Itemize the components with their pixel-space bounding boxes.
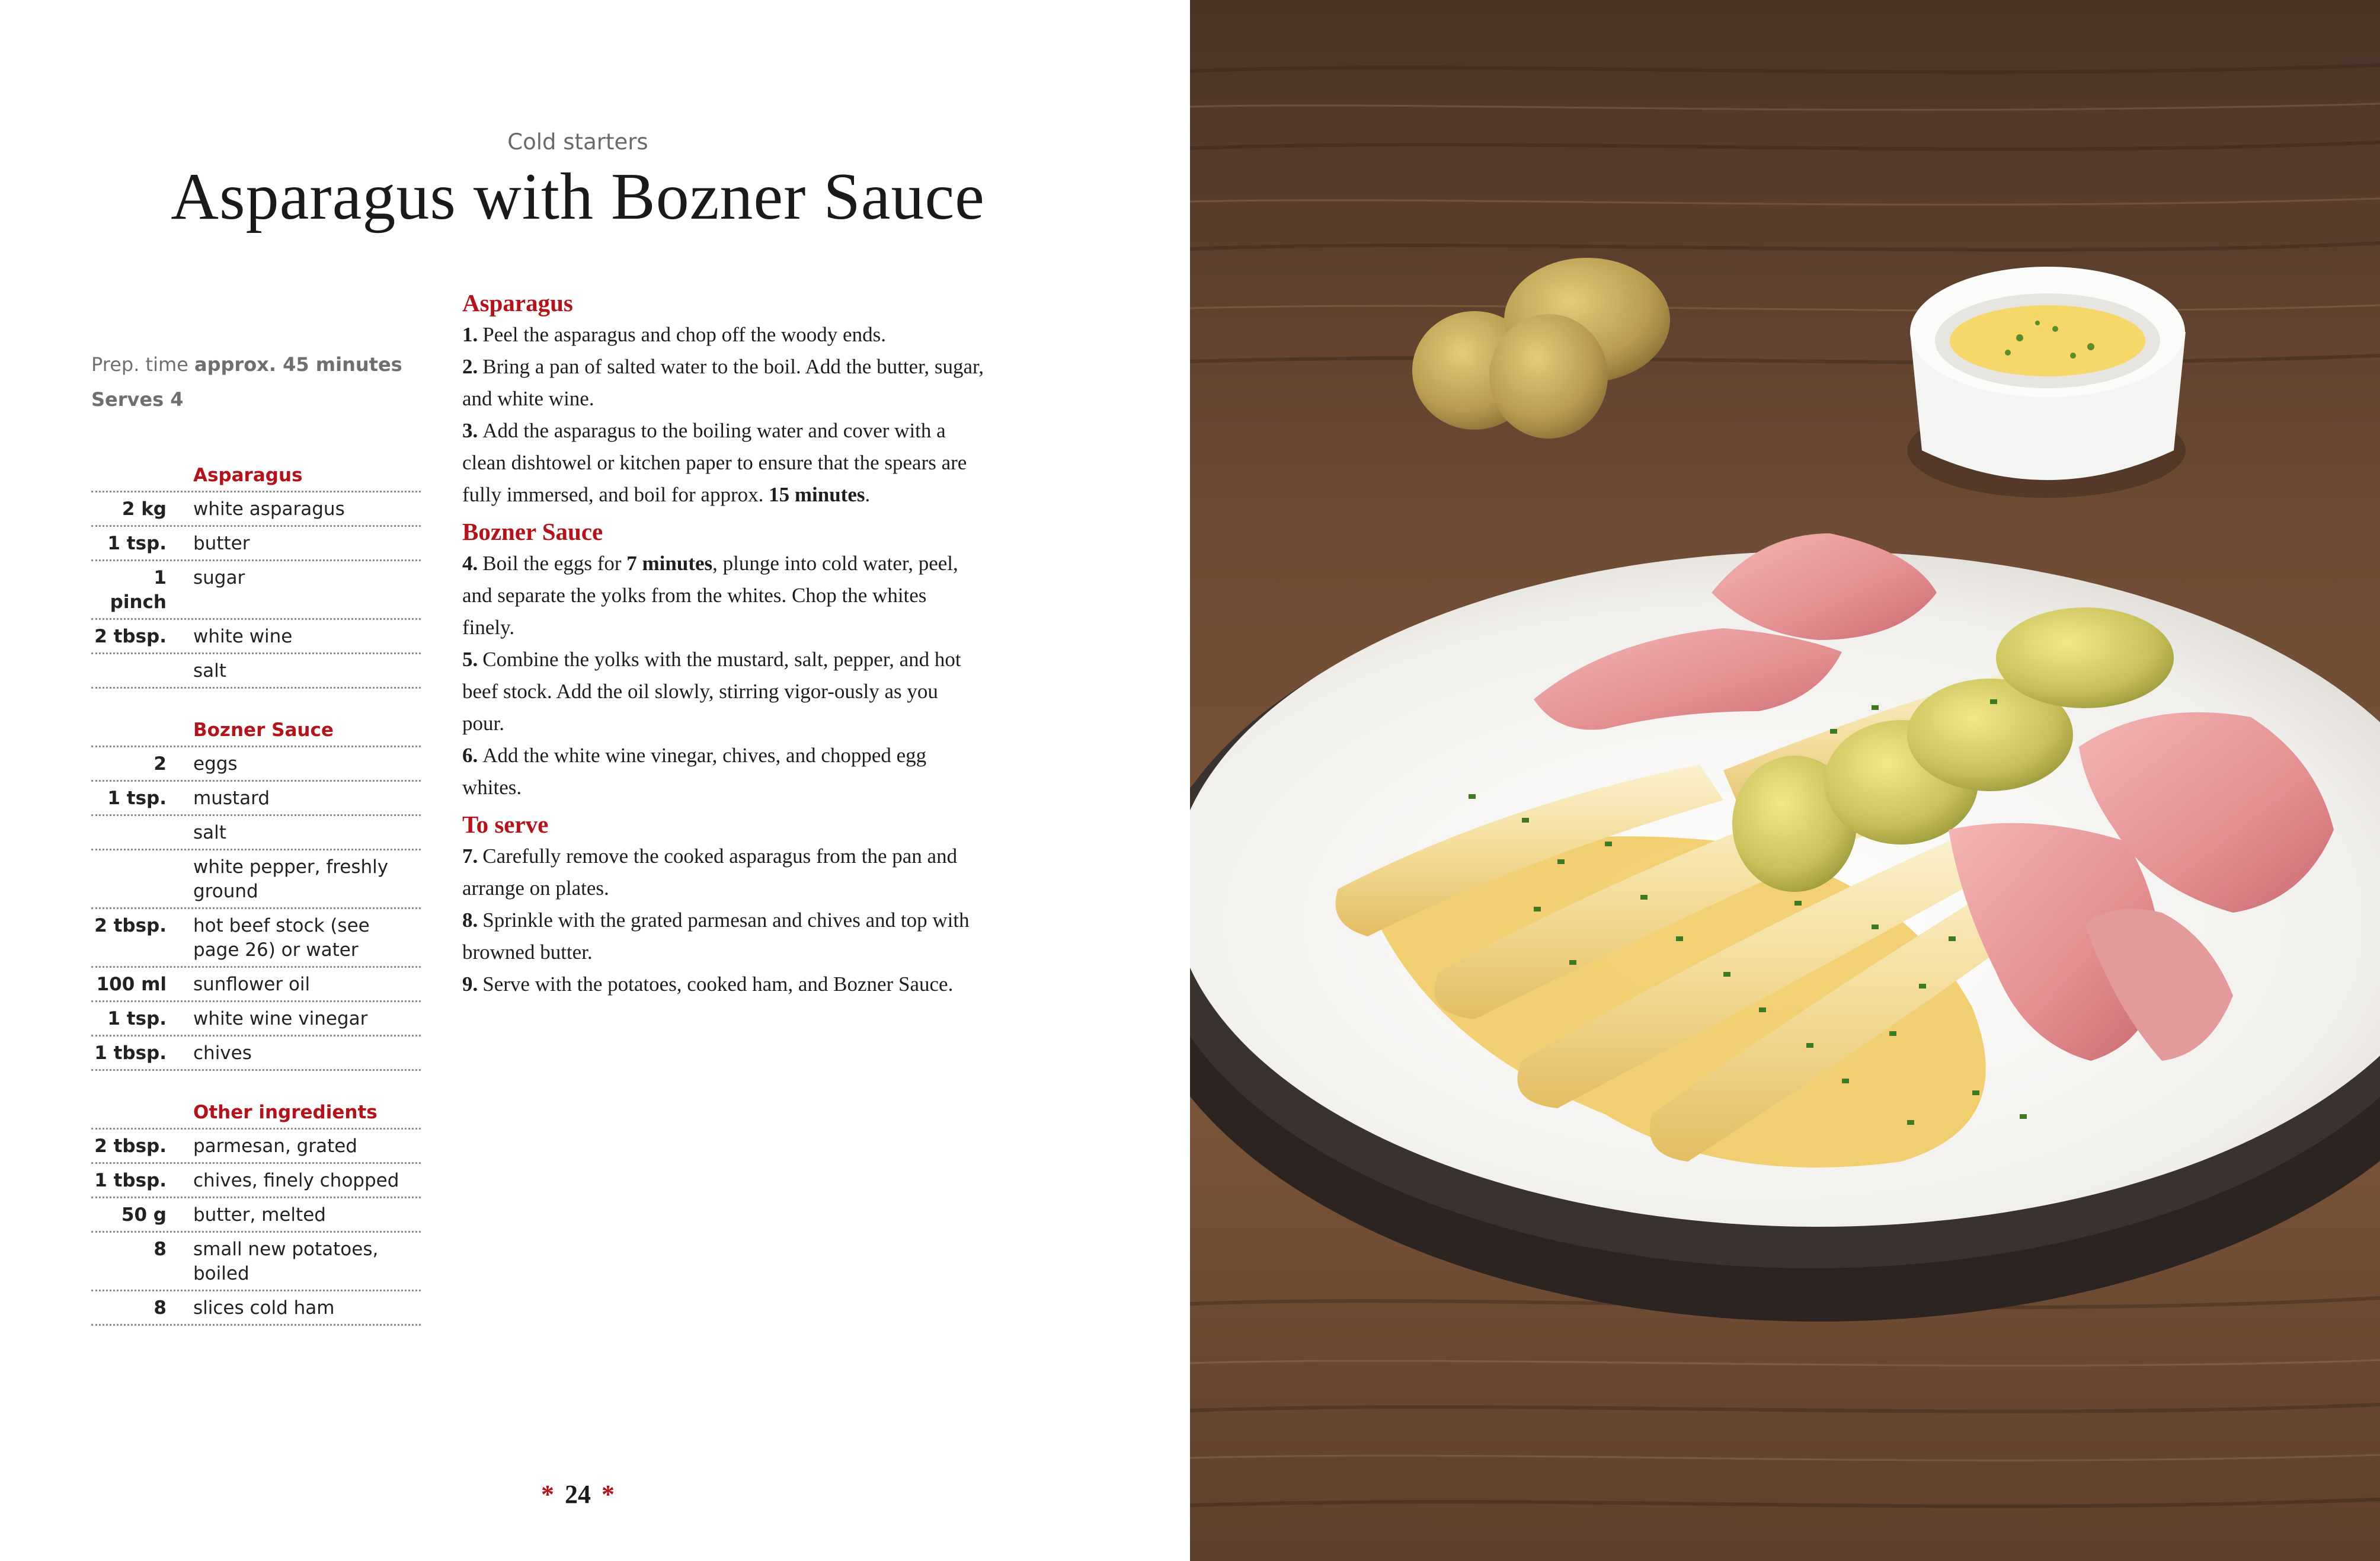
ingredient-group-heading: Other ingredients bbox=[91, 1097, 421, 1130]
step-number: 8. bbox=[462, 909, 478, 932]
recipe-title: Asparagus with Bozner Sauce bbox=[171, 160, 985, 233]
ingredient-row bbox=[91, 850, 421, 909]
ingredient-quantity: 2 kg bbox=[121, 498, 167, 520]
ingredient-row bbox=[91, 816, 421, 850]
method-step bbox=[462, 740, 984, 804]
page-number bbox=[0, 1479, 1156, 1509]
step-emphasis: 15 minutes bbox=[769, 483, 865, 506]
ornament-right: * bbox=[602, 1480, 615, 1509]
servings-value: Serves 4 bbox=[91, 388, 184, 411]
ingredient-group-heading: Asparagus bbox=[91, 460, 421, 492]
ingredient-row bbox=[91, 747, 421, 782]
ingredient-row bbox=[91, 1130, 421, 1164]
step-text: Bring a pan of salted water to the boil. Add the butter, sugar, and white wine. bbox=[462, 355, 984, 410]
ingredient-row bbox=[91, 1198, 421, 1233]
step-text: Boil the eggs for bbox=[482, 552, 627, 575]
step-text: Sprinkle with the grated parmesan and chives and top with browned butter. bbox=[462, 909, 970, 964]
prep-time bbox=[91, 347, 402, 382]
ingredient-name: parmesan, grated bbox=[193, 1135, 357, 1157]
ingredient-row bbox=[91, 620, 421, 654]
ingredient-row bbox=[91, 968, 421, 1002]
method-step bbox=[462, 644, 984, 740]
ingredient-name: sugar bbox=[193, 567, 245, 588]
ingredient-group bbox=[91, 1097, 421, 1326]
ingredient-row bbox=[91, 1233, 421, 1291]
sauce-ramekin bbox=[1907, 267, 2186, 498]
method-step bbox=[462, 904, 984, 968]
step-number: 9. bbox=[462, 973, 478, 996]
step-text: Serve with the potatoes, cooked ham, and Bozner Sauce. bbox=[482, 973, 954, 996]
step-number: 2. bbox=[462, 355, 478, 378]
step-text: Combine the yolks with the mustard, salt, pepper, and hot beef stock. Add the oil slowly, stirring vigor-ously as you pour. bbox=[462, 648, 961, 735]
prep-time-value: approx. 45 minutes bbox=[194, 353, 402, 376]
ingredient-group bbox=[91, 715, 421, 1071]
step-number: 5. bbox=[462, 648, 478, 671]
method-step bbox=[462, 840, 984, 904]
step-text: , plunge into cold water, peel, and separate the yolks from the whites. Chop the whites finely. bbox=[462, 552, 958, 639]
ingredient-row bbox=[91, 1002, 421, 1037]
ingredient-name: salt bbox=[193, 822, 226, 843]
ingredient-row bbox=[91, 527, 421, 561]
asparagus-plate-photo bbox=[1190, 0, 2380, 1561]
ingredient-name: butter bbox=[193, 533, 250, 554]
ingredient-name: eggs bbox=[193, 753, 238, 775]
ingredient-name: butter, melted bbox=[193, 1204, 326, 1226]
step-text: Carefully remove the cooked asparagus from the pan and arrange on plates. bbox=[462, 845, 958, 900]
ingredient-name: white pepper, freshly ground bbox=[193, 856, 389, 902]
ingredient-name: white wine vinegar bbox=[193, 1008, 368, 1029]
ingredient-quantity: 2 tbsp. bbox=[94, 1135, 167, 1157]
step-number: 7. bbox=[462, 845, 478, 868]
ingredient-name: white wine bbox=[193, 626, 293, 647]
ingredient-quantity: 1 tbsp. bbox=[94, 1170, 167, 1191]
ingredient-name: hot beef stock (see page 26) or water bbox=[193, 915, 370, 961]
ingredients-list bbox=[91, 460, 421, 1352]
ingredient-row bbox=[91, 492, 421, 527]
method-heading: Bozner Sauce bbox=[462, 518, 603, 545]
ingredient-name: white asparagus bbox=[193, 498, 345, 520]
method-heading: To serve bbox=[462, 811, 549, 838]
ingredient-quantity: 1 tbsp. bbox=[94, 1042, 167, 1064]
ornament-left: * bbox=[541, 1480, 554, 1509]
ingredient-row bbox=[91, 1291, 421, 1326]
method-section bbox=[462, 282, 984, 1000]
ingredient-group-heading: Bozner Sauce bbox=[91, 715, 421, 747]
method-step bbox=[462, 968, 984, 1000]
ingredient-name: salt bbox=[193, 660, 226, 682]
ingredient-row bbox=[91, 1037, 421, 1071]
servings bbox=[91, 382, 402, 417]
method-step bbox=[462, 548, 984, 644]
ingredient-row bbox=[91, 1164, 421, 1198]
food-photo bbox=[1190, 0, 2380, 1561]
ingredient-row bbox=[91, 654, 421, 689]
ingredient-name: chives bbox=[193, 1042, 252, 1064]
step-text: Add the white wine vinegar, chives, and chopped egg whites. bbox=[462, 744, 927, 799]
page-number-value: 24 bbox=[565, 1480, 591, 1509]
prep-time-label: Prep. time bbox=[91, 353, 188, 376]
ingredient-quantity: 1 pinch bbox=[110, 567, 167, 613]
ingredient-quantity: 2 tbsp. bbox=[94, 915, 167, 936]
method-step bbox=[462, 351, 984, 415]
ingredient-name: chives, finely chopped bbox=[193, 1170, 399, 1191]
ingredient-quantity: 8 bbox=[153, 1239, 167, 1260]
recipe-meta bbox=[91, 347, 402, 417]
method-step bbox=[462, 415, 984, 511]
ingredient-name: slices cold ham bbox=[193, 1297, 335, 1319]
step-number: 1. bbox=[462, 323, 478, 346]
step-text: . bbox=[865, 483, 871, 506]
step-number: 3. bbox=[462, 419, 478, 442]
ingredient-quantity: 1 tsp. bbox=[107, 533, 167, 554]
ingredient-name: sunflower oil bbox=[193, 974, 311, 995]
ingredient-group bbox=[91, 460, 421, 689]
method-heading: Asparagus bbox=[462, 289, 573, 316]
ingredient-row bbox=[91, 561, 421, 620]
section-label: Cold starters bbox=[507, 129, 648, 155]
step-number: 6. bbox=[462, 744, 478, 767]
step-emphasis: 7 minutes bbox=[626, 552, 713, 575]
ingredient-quantity: 2 tbsp. bbox=[94, 626, 167, 647]
ingredient-quantity: 1 tsp. bbox=[107, 1008, 167, 1029]
ingredient-quantity: 1 tsp. bbox=[107, 788, 167, 809]
method-step bbox=[462, 319, 984, 351]
ingredient-quantity: 2 bbox=[153, 753, 167, 775]
ingredient-quantity: 50 g bbox=[121, 1204, 167, 1226]
ingredient-row bbox=[91, 909, 421, 968]
ingredient-name: small new potatoes, boiled bbox=[193, 1239, 379, 1284]
ingredient-name: mustard bbox=[193, 788, 270, 809]
ingredient-quantity: 8 bbox=[153, 1297, 167, 1319]
step-number: 4. bbox=[462, 552, 478, 575]
step-text: Add the asparagus to the boiling water and cover with a clean dishtowel or kitchen paper to ensure that the spears are fully immersed, and boil for approx. bbox=[462, 419, 967, 506]
step-text: Peel the asparagus and chop off the woody ends. bbox=[482, 323, 886, 346]
ingredient-row bbox=[91, 782, 421, 816]
ingredient-quantity: 100 ml bbox=[96, 974, 167, 995]
